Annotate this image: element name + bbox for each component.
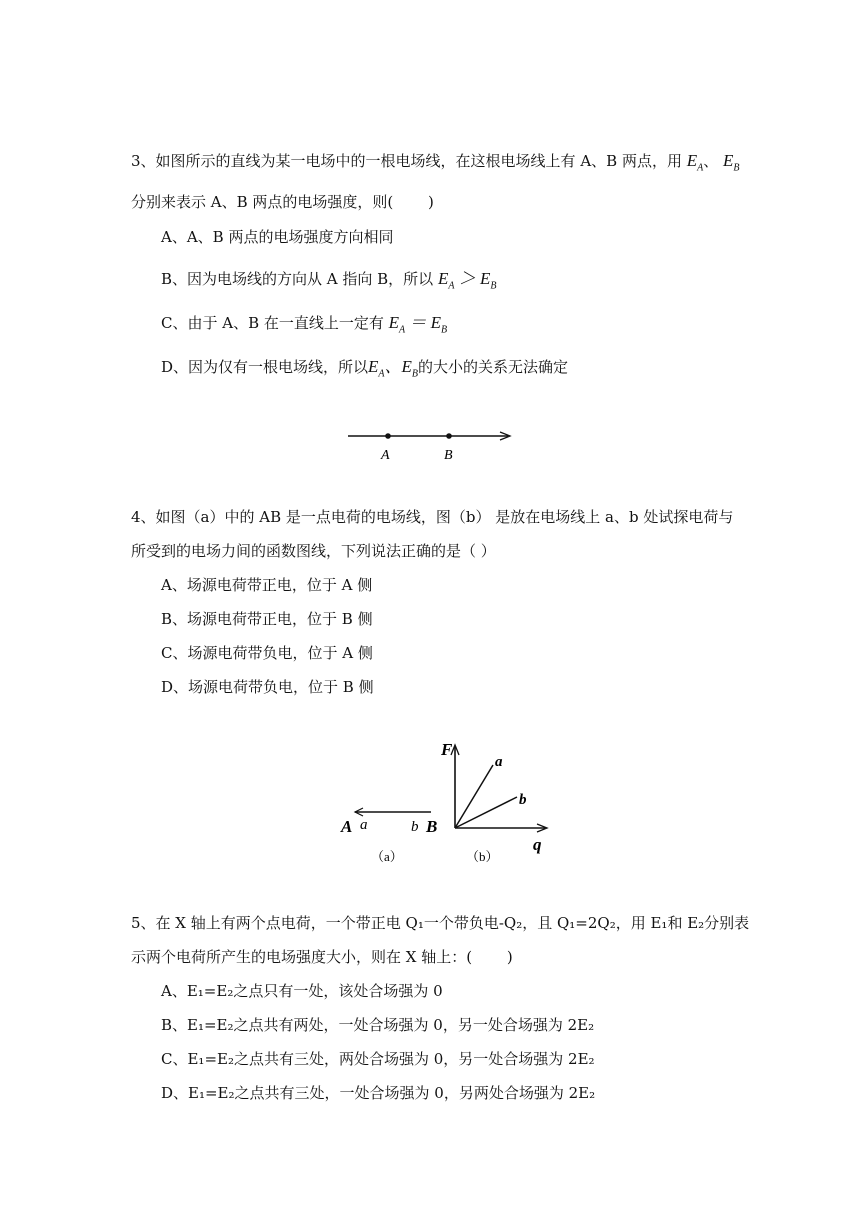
q5-option-b: B、E₁=E₂之点共有两处，一处合场强为 0，另一处合场强为 2E₂ <box>161 1016 595 1034</box>
figure-b <box>440 740 547 864</box>
label-F: F <box>441 740 453 759</box>
point-a <box>385 433 391 439</box>
caption-b: （b） <box>466 849 499 864</box>
q5-stem-line2: 示两个电荷所产生的电场强度大小，则在 X 轴上：( ) <box>131 948 513 966</box>
point-b <box>446 433 452 439</box>
label-A: A <box>341 817 353 836</box>
math-ea-gt-eb: $E_A > E_B$ <box>437 269 497 292</box>
label-line-a: a <box>495 754 503 770</box>
q4-option-c: C、场源电荷带负电，位于 A 侧 <box>161 644 373 662</box>
q3-stem-line2: 分别来表示 A、B 两点的电场强度，则( ) <box>131 193 434 211</box>
q4-figure <box>335 735 565 870</box>
q3-stem-line1: 3、如图所示的直线为某一电场中的一根电场线，在这根电场线上有 A、B 两点，用 $E_A$、 $E_B$ <box>131 151 740 174</box>
q3-option-d: D、因为仅有一根电场线，所以$E_A$、$E_B$的大小的关系无法确定 <box>161 357 569 380</box>
math-e-a: $E_A$ <box>686 151 704 174</box>
label-line-b: b <box>519 792 527 808</box>
label-a: A <box>381 448 390 463</box>
q4-stem-line2: 所受到的电场力间的函数图线，下列说法正确的是（ ） <box>131 542 496 560</box>
q4-stem-line1: 4、如图（a）中的 AB 是一点电荷的电场线，图（b） 是放在电场线上 a、b 处试探电荷与 <box>131 508 734 526</box>
math-e-b: $E_B$ <box>723 151 740 174</box>
q4-option-b: B、场源电荷带正电，位于 B 侧 <box>161 610 373 628</box>
q3-option-c: C、由于 A、B 在一直线上一定有 $E_A = E_B$ <box>161 313 448 336</box>
q4-option-a: A、场源电荷带正电，位于 A 侧 <box>161 576 373 594</box>
q5-option-c: C、E₁=E₂之点共有三处，两处合场强为 0，另一处合场强为 2E₂ <box>161 1050 595 1068</box>
math-ea-eq-eb: $E_A = E_B$ <box>388 313 448 336</box>
label-b-point: b <box>411 819 419 835</box>
q3-option-b: B、因为电场线的方向从 A 指向 B，所以 $E_A > E_B$ <box>161 269 497 292</box>
label-B: B <box>426 817 438 836</box>
q3-field-line-figure <box>340 420 520 468</box>
q4-option-d: D、场源电荷带负电，位于 B 侧 <box>161 678 374 696</box>
math-ea-eb: $E_A$、$E_B$ <box>368 357 419 380</box>
label-b: B <box>444 448 453 463</box>
q3-option-a: A、A、B 两点的电场强度方向相同 <box>161 228 394 246</box>
caption-a: （a） <box>371 849 403 864</box>
label-a-point: a <box>360 817 368 833</box>
q5-stem-line1: 5、在 X 轴上有两个点电荷，一个带正电 Q₁一个带负电-Q₂，且 Q₁=2Q₂，用 E₁和 E₂分别表 <box>131 914 750 932</box>
label-q: q <box>533 835 542 854</box>
q5-option-d: D、E₁=E₂之点共有三处，一处合场强为 0，另两处合场强为 2E₂ <box>161 1084 596 1102</box>
q5-option-a: A、E₁=E₂之点只有一处，该处合场强为 0 <box>161 982 443 1000</box>
figure-a <box>340 808 437 864</box>
